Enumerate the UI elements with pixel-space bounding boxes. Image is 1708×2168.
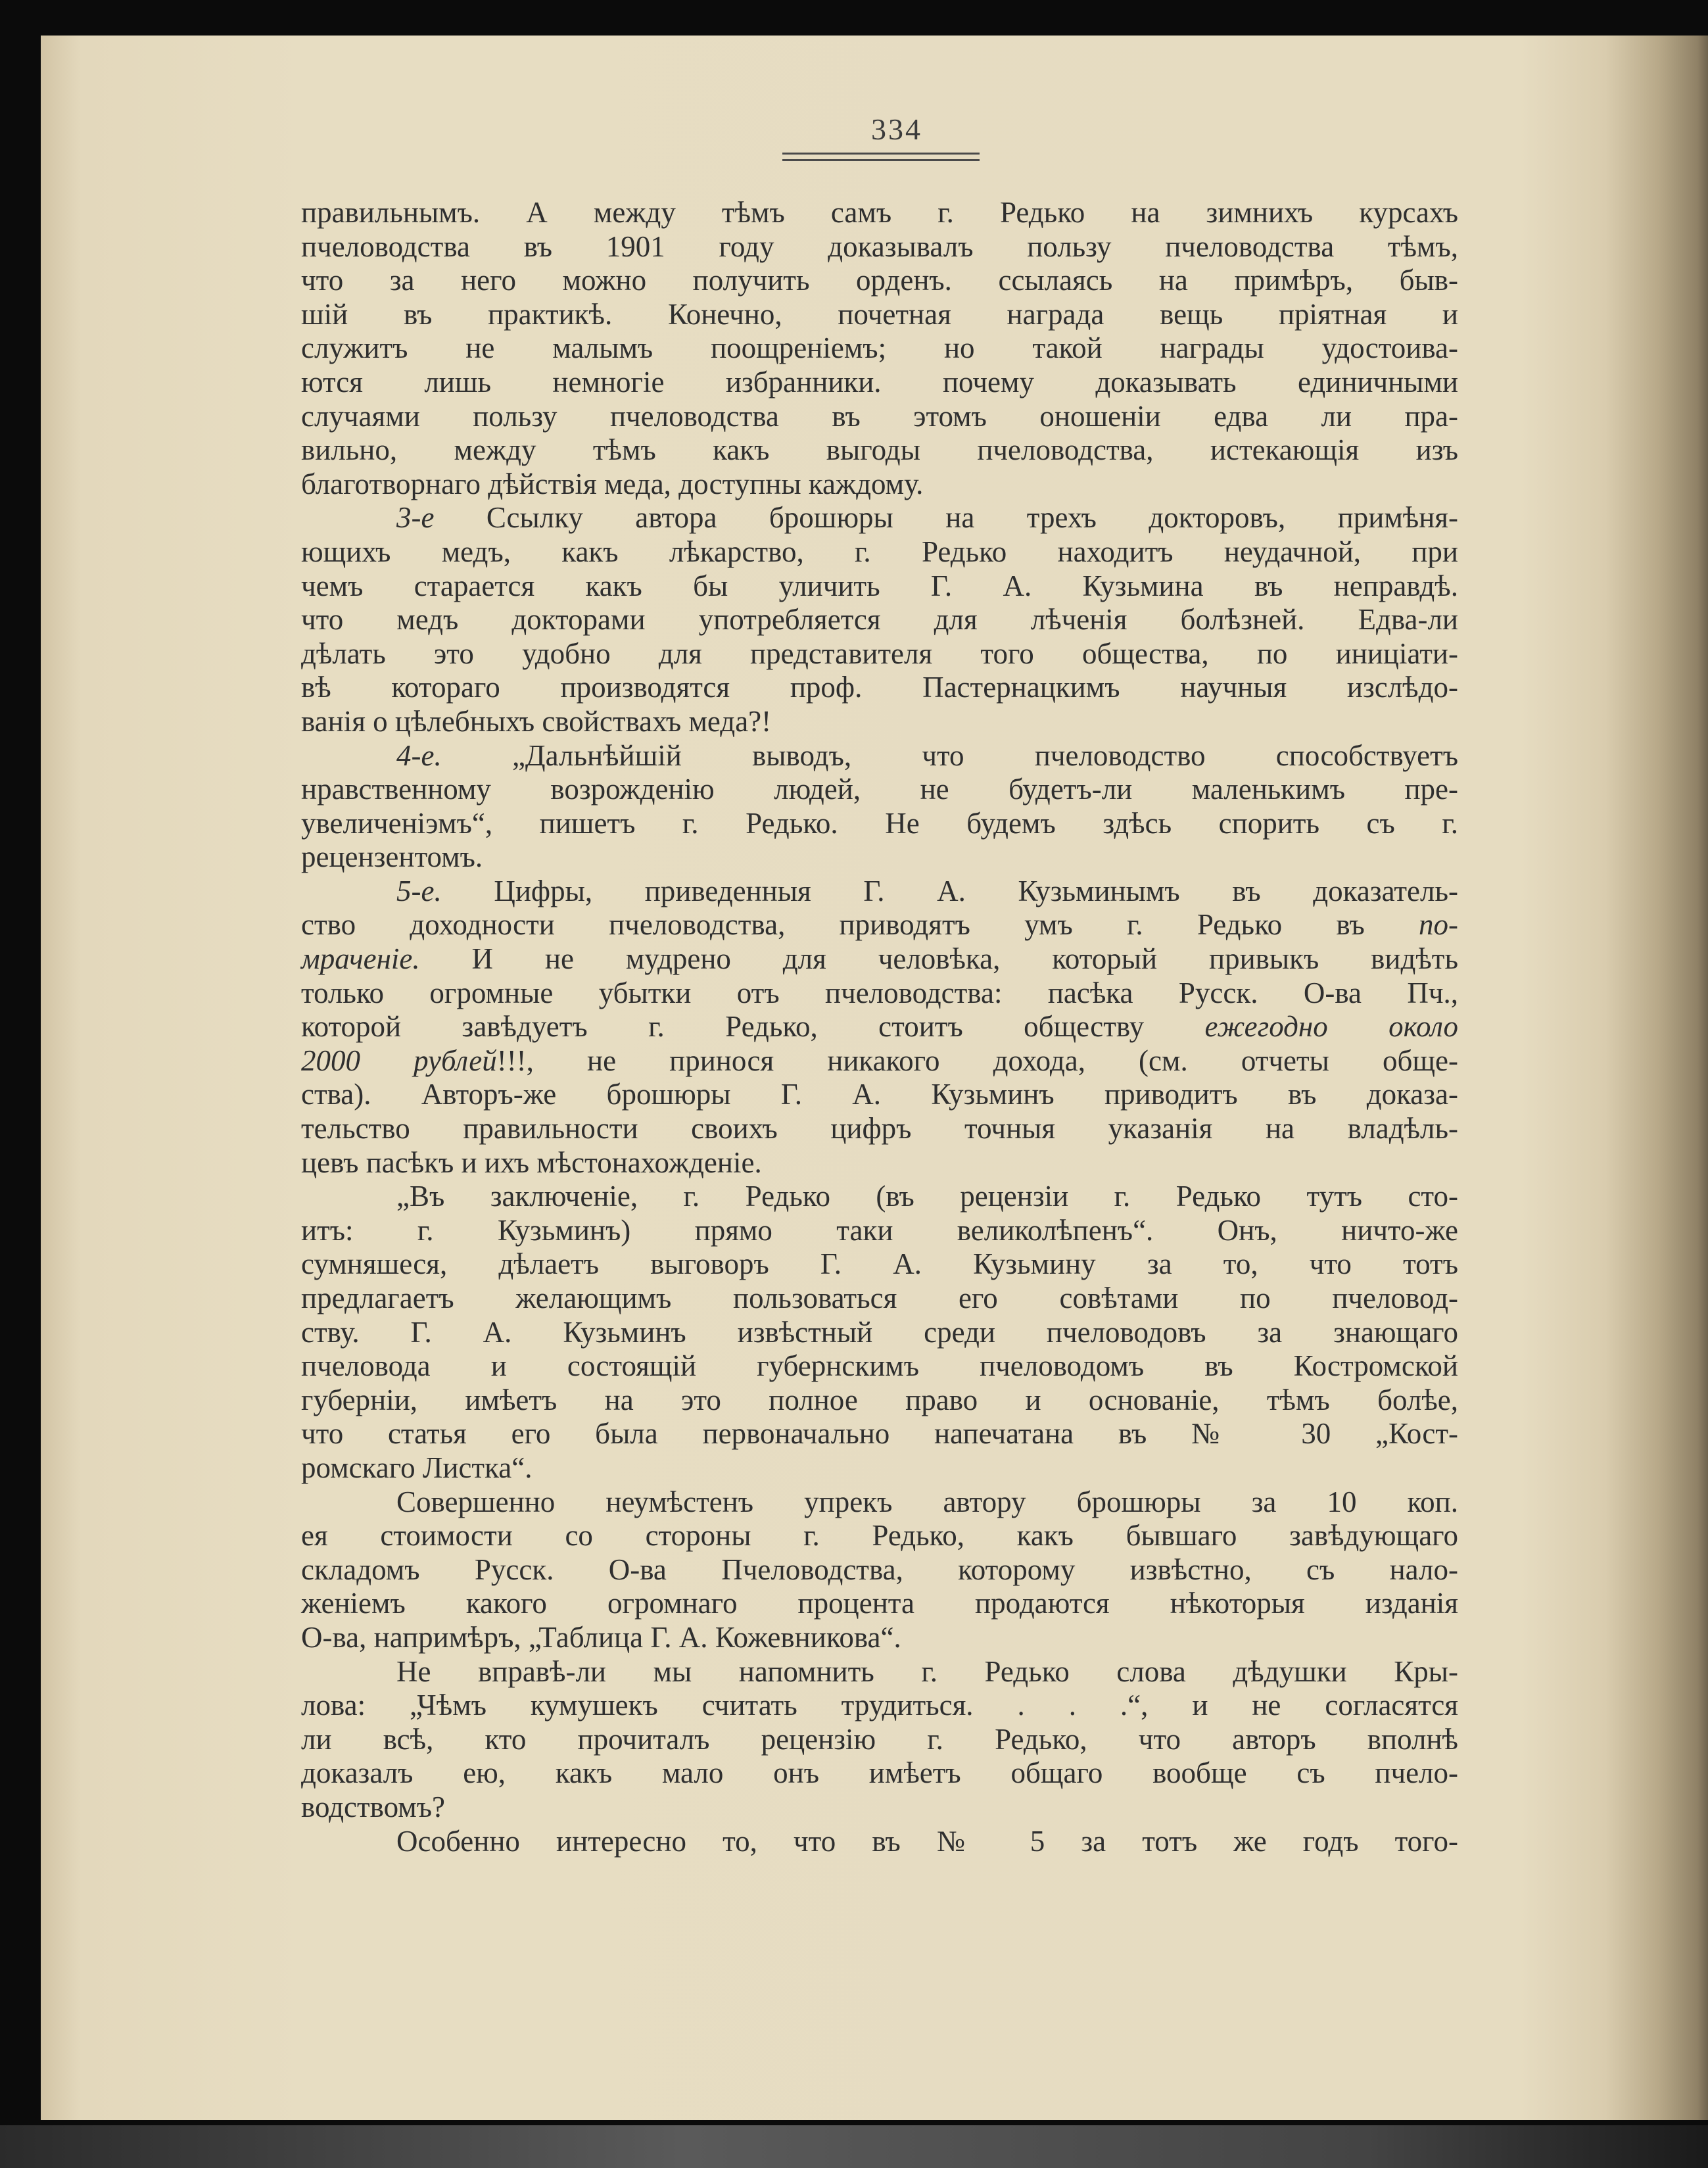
- text-line: [301, 1282, 1458, 1316]
- text-line: [301, 1384, 1458, 1418]
- line-text: цевъ пасѣкъ и ихъ мѣстонахожденіе.: [301, 1145, 762, 1179]
- header-rule: [782, 153, 980, 155]
- text-line: [301, 942, 1458, 976]
- text-line: [301, 1180, 1458, 1214]
- line-text: ства). Авторъ-же брошюры Г. А. Кузьминъ приводитъ въ доказа-: [301, 1078, 1458, 1111]
- line-text: шій въ практикѣ. Конечно, почетная награда вещь пріятная и: [301, 297, 1458, 331]
- line-text: что медъ докторами употребляется для лѣченія болѣзней. Едва-ли: [301, 603, 1458, 637]
- line-text: пчеловода и состоящій губернскимъ пчеловодомъ въ Костромской: [301, 1349, 1458, 1383]
- text-line: [301, 773, 1458, 807]
- text-line: [301, 1247, 1458, 1282]
- italic-text: 4-е.: [396, 738, 442, 772]
- italic-text: мраченіе.: [301, 942, 420, 976]
- text-line: [301, 1553, 1458, 1587]
- text-line: [301, 1587, 1458, 1621]
- line-text: что за него можно получить орденъ. ссылаясь на примѣръ, быв-: [301, 264, 1458, 297]
- line-text: нравственному возрожденію людей, не будетъ-ли маленькимъ пре-: [301, 773, 1458, 806]
- text-line: [301, 535, 1458, 569]
- text-line: [301, 1214, 1458, 1248]
- line-text: благотворнаго дѣйствія меда, доступны каждому.: [301, 467, 924, 500]
- line-text: !!!, не принося никакого дохода, (см. отчеты обще-: [496, 1044, 1459, 1077]
- line-text: только огромные убытки отъ пчеловодства: пасѣка Русск. О-ва Пч.,: [301, 976, 1458, 1009]
- line-text: увеличеніэмъ“, пишетъ г. Редько. Не будемъ здѣсь спорить съ г.: [301, 806, 1458, 840]
- line-text: случаями пользу пчеловодства въ этомъ оношеніи едва ли пра-: [301, 399, 1458, 433]
- text-line: [301, 1485, 1458, 1520]
- text-line: [301, 1655, 1458, 1689]
- line-text: водствомъ?: [301, 1790, 445, 1823]
- italic-text: по-: [1419, 908, 1458, 942]
- line-text: Совершенно неумѣстенъ упрекъ автору брошюры за 10 коп.: [396, 1485, 1458, 1518]
- text-line: [301, 739, 1458, 773]
- italic-text: 2000 рублей: [301, 1044, 497, 1077]
- text-line: [301, 1044, 1458, 1078]
- text-line: [301, 1791, 1458, 1825]
- line-text: доказалъ ею, какъ мало онъ имѣетъ общаго вообще съ пчело-: [301, 1756, 1458, 1790]
- line-text: губерніи, имѣетъ на это полное право и основаніе, тѣмъ болѣе,: [301, 1383, 1458, 1416]
- text-line: [301, 1417, 1458, 1451]
- body-text: [301, 196, 1458, 1858]
- line-text: Особенно интересно то, что въ № 5 за тотъ же годъ того-: [396, 1824, 1458, 1858]
- line-text: которой завѣдуетъ г. Редько, стоитъ обществу: [301, 1010, 1205, 1044]
- text-line: [301, 875, 1458, 909]
- text-line: [301, 1349, 1458, 1384]
- text-line: [301, 400, 1458, 434]
- text-line: [301, 1825, 1458, 1859]
- line-text: сумняшеся, дѣлаетъ выговоръ Г. А. Кузьмину за то, что тотъ: [301, 1247, 1458, 1281]
- text-line: [301, 1078, 1458, 1112]
- line-text: чемъ старается какъ бы уличить Г. А. Кузьмина въ неправдѣ.: [301, 569, 1458, 602]
- italic-text: 3-е: [396, 501, 435, 535]
- line-text: лова: „Чѣмъ кумушекъ считать трудиться. . . .“, и не согласятся: [301, 1689, 1458, 1722]
- text-line: [301, 705, 1458, 739]
- line-text: ромскаго Листка“.: [301, 1451, 533, 1484]
- line-text: ющихъ медъ, какъ лѣкарство, г. Редько находитъ неудачной, при: [301, 535, 1458, 568]
- text-line: [301, 840, 1458, 875]
- text-line: [301, 1723, 1458, 1757]
- text-line: [301, 637, 1458, 671]
- text-line: [301, 569, 1458, 604]
- line-text: пчеловодства въ 1901 году доказывалъ пользу пчеловодства тѣмъ,: [301, 229, 1458, 263]
- text-line: [301, 1146, 1458, 1180]
- line-text: ются лишь немногіе избранники. почему доказывать единичными: [301, 365, 1458, 398]
- page-number: 334: [871, 112, 922, 146]
- line-text: служитъ не малымъ поощреніемъ; но такой награды удостоива-: [301, 331, 1458, 365]
- line-text: итъ: г. Кузьминъ) прямо таки великолѣпенъ“. Онъ, ничто-же: [301, 1213, 1458, 1247]
- italic-text: ежегодно около: [1204, 1010, 1458, 1044]
- text-line: [301, 1621, 1458, 1655]
- line-text: дѣлать это удобно для представителя того общества, по иниціати-: [301, 637, 1458, 670]
- header-rule: [782, 159, 980, 161]
- line-text: ство доходности пчеловодства, приводятъ умъ г. Редько въ: [301, 908, 1419, 942]
- text-line: [301, 1519, 1458, 1553]
- text-line: [301, 366, 1458, 400]
- line-text: О-ва, напримѣръ, „Таблица Г. А. Кожевникова“.: [301, 1620, 901, 1654]
- line-text: предлагаетъ желающимъ пользоваться его совѣтами по пчеловод-: [301, 1282, 1458, 1314]
- line-text: правильнымъ. А между тѣмъ самъ г. Редько на зимнихъ курсахъ: [301, 196, 1458, 229]
- line-text: рецензентомъ.: [301, 840, 483, 874]
- line-text: вильно, между тѣмъ какъ выгоды пчеловодства, истекающія изъ: [301, 433, 1458, 467]
- text-line: [301, 603, 1458, 637]
- text-line: [301, 671, 1458, 705]
- text-line: [301, 468, 1458, 502]
- line-text: ству. Г. А. Кузьминъ извѣстный среди пчеловодовъ за знающаго: [301, 1315, 1458, 1349]
- text-line: [301, 433, 1458, 468]
- line-text: женіемъ какого огромнаго процента продаются нѣкоторыя изданія: [301, 1587, 1458, 1620]
- line-text: ли всѣ, кто прочиталъ рецензію г. Редько, что авторъ вполнѣ: [301, 1722, 1458, 1756]
- text-line: [301, 976, 1458, 1011]
- text-line: [301, 1316, 1458, 1350]
- line-text: Цифры, приведенныя Г. А. Кузьминымъ въ доказатель-: [441, 874, 1458, 907]
- line-text: ванія о цѣлебныхъ свойствахъ меда?!: [301, 704, 772, 738]
- line-text: ея стоимости со стороны г. Редько, какъ бывшаго завѣдующаго: [301, 1519, 1458, 1553]
- text-line: [301, 331, 1458, 366]
- text-line: [301, 264, 1458, 298]
- line-text: что статья его была первоначально напечатана въ № 30 „Кост-: [301, 1417, 1458, 1451]
- text-line: [301, 501, 1458, 535]
- line-text: Ссылку автора брошюры на трехъ докторовъ, примѣня-: [434, 501, 1458, 535]
- text-line: [301, 1010, 1458, 1044]
- text-line: [301, 1112, 1458, 1146]
- text-line: [301, 807, 1458, 841]
- italic-text: 5-е.: [396, 874, 442, 907]
- line-text: „Дальнѣйшій выводъ, что пчеловодство способствуетъ: [441, 738, 1458, 772]
- text-line: [301, 1451, 1458, 1485]
- text-line: [301, 298, 1458, 332]
- line-text: И не мудрено для человѣка, который привыкъ видѣть: [419, 942, 1458, 976]
- text-line: [301, 1756, 1458, 1791]
- text-line: [301, 908, 1458, 942]
- line-text: „Въ заключеніе, г. Редько (въ рецензіи г. Редько тутъ сто-: [396, 1180, 1458, 1213]
- line-text: складомъ Русск. О-ва Пчеловодства, которому извѣстно, съ нало-: [301, 1553, 1458, 1586]
- text-line: [301, 230, 1458, 264]
- line-text: Не вправѣ-ли мы напомнить г. Редько слова дѣдушки Кры-: [396, 1654, 1458, 1688]
- text-line: [301, 196, 1458, 230]
- line-text: тельство правильности своихъ цифръ точныя указанія на владѣль-: [301, 1112, 1458, 1145]
- line-text: вѣ котораго производятся проф. Пастернацкимъ научныя изслѣдо-: [301, 671, 1458, 704]
- scan-bottom-edge: [0, 2125, 1708, 2168]
- text-line: [301, 1689, 1458, 1723]
